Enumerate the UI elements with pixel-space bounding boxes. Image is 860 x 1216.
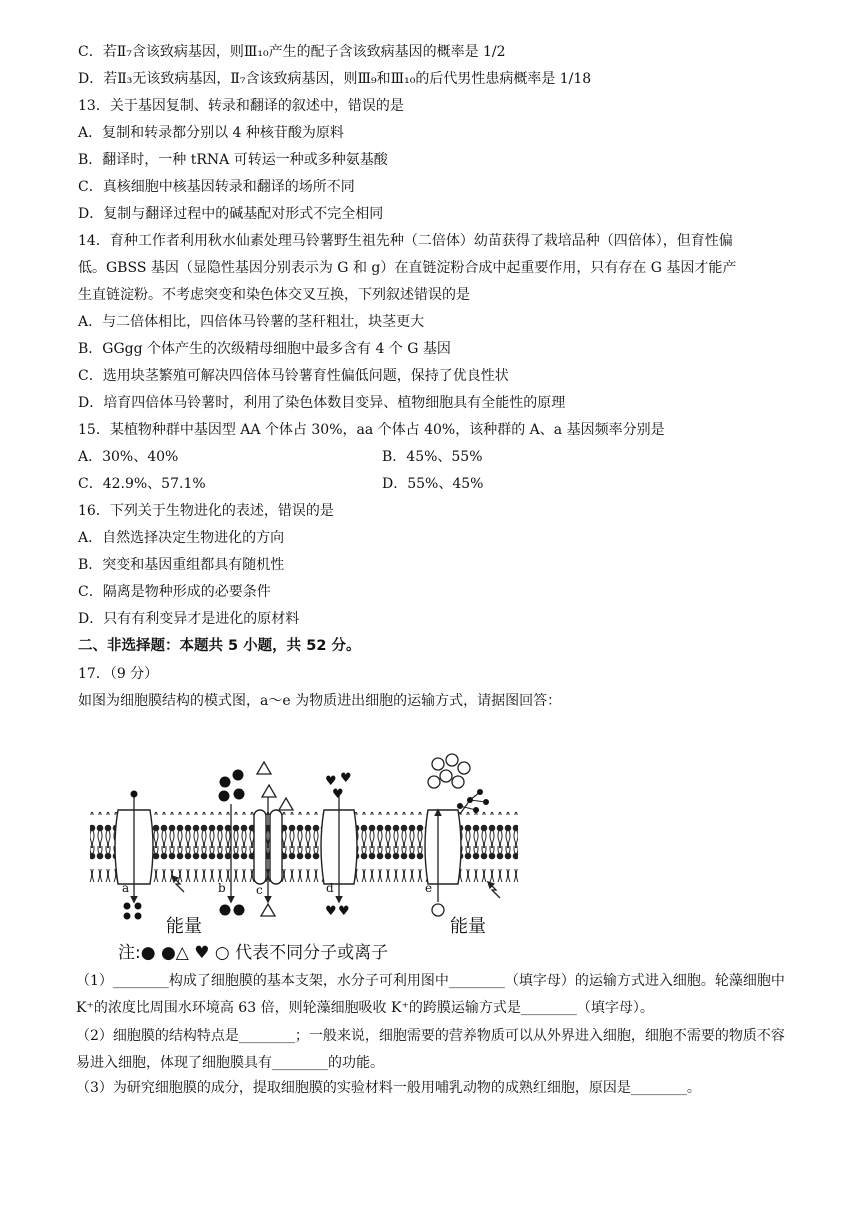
label-a: a bbox=[122, 881, 130, 895]
question-17-part2: （2）细胞膜的结构特点是________；一般来说，细胞需要的营养物质可以从外界进入细胞，细胞不需要的物质不容易进入细胞，体现了细胞膜具有________的功能。 bbox=[76, 1028, 785, 1071]
option-12c: C．若Ⅱ₇含该致病基因，则Ⅲ₁₀产生的配子含该致病基因的概率是 1/2 bbox=[78, 44, 506, 60]
label-e: e bbox=[425, 881, 433, 895]
question-17-part1: （1）________构成了细胞膜的基本支架，水分子可利用图中________（填字母）的运输方式进入细胞。轮藻细胞中 K⁺的浓度比周围水环境高 63 倍，则轮藻细胞吸收 K⁺的跨膜运输方式是________（填字母）。 bbox=[76, 973, 785, 1016]
option-16d: D．只有有利变异才是进化的原材料 bbox=[78, 611, 300, 627]
option-13a: A．复制和转录都分别以 4 种核苷酸为原料 bbox=[78, 125, 344, 141]
question-17-intro: 如图为细胞膜结构的模式图，a～e 为物质进出细胞的运输方式，请据图回答： bbox=[78, 693, 562, 709]
question-17: 17．（9 分） bbox=[78, 666, 159, 682]
label-d: d bbox=[326, 881, 334, 895]
cell-membrane-figure bbox=[88, 752, 520, 970]
option-12d: D．若Ⅱ₃无该致病基因，Ⅱ₇含该致病基因，则Ⅲ₉和Ⅲ₁₀的后代男性患病概率是 1/18 bbox=[78, 71, 592, 87]
svg-text:♥: ♥ bbox=[332, 787, 344, 802]
question-13: 13．关于基因复制、转录和翻译的叙述中，错误的是 bbox=[78, 98, 404, 114]
option-14a: A．与二倍体相比，四倍体马铃薯的茎秆粗壮，块茎更大 bbox=[78, 314, 425, 330]
question-15: 15．某植物种群中基因型 AA 个体占 30%，aa 个体占 40%，该种群的 A、a 基因频率分别是 bbox=[78, 422, 665, 438]
channel-protein-c-left bbox=[254, 810, 266, 884]
energy-bolt-right bbox=[488, 882, 500, 898]
option-15a-row bbox=[78, 447, 790, 467]
energy-label-right: 能量 bbox=[450, 916, 486, 937]
svg-text:♥: ♥ bbox=[325, 904, 337, 919]
question-17-part3: （3）为研究细胞膜的成分，提取细胞膜的实验材料一般用哺乳动物的成熟红细胞，原因是________。 bbox=[76, 1080, 701, 1096]
option-13d: D．复制与翻译过程中的碱基配对形式不完全相同 bbox=[78, 206, 384, 222]
option-16c: C．隔离是物种形成的必要条件 bbox=[78, 584, 271, 600]
option-13c: C．真核细胞中核基因转录和翻译的场所不同 bbox=[78, 179, 355, 195]
label-b: b bbox=[218, 881, 226, 895]
svg-text:♥: ♥ bbox=[338, 904, 350, 919]
option-15a: A．30%、40% bbox=[78, 449, 179, 465]
svg-text:♥: ♥ bbox=[325, 774, 337, 789]
question-16: 16．下列关于生物进化的表述，错误的是 bbox=[78, 503, 334, 519]
option-16a: A．自然选择决定生物进化的方向 bbox=[78, 530, 285, 546]
question-14-line2: 低。GBSS 基因（显隐性基因分别表示为 G 和 g）在直链淀粉合成中起重要作用，只有存在 G 基因才能产 bbox=[78, 260, 737, 276]
option-15c: C．42.9%、57.1% bbox=[78, 476, 206, 492]
section-2-heading: 二、非选择题：本题共 5 小题，共 52 分。 bbox=[78, 638, 361, 654]
question-14-line3: 生直链淀粉。不考虑突变和染色体交叉互换，下列叙述错误的是 bbox=[78, 287, 470, 303]
carrier-protein-e bbox=[425, 810, 461, 884]
cell-membrane-diagram bbox=[88, 752, 520, 970]
option-13b: B．翻译时，一种 tRNA 可转运一种或多种氨基酸 bbox=[78, 152, 388, 168]
option-15d: D．55%、45% bbox=[382, 476, 484, 492]
label-c: c bbox=[256, 883, 263, 897]
option-15c-row bbox=[78, 474, 790, 494]
option-14c: C．选用块茎繁殖可解决四倍体马铃薯育性偏低问题，保持了优良性状 bbox=[78, 368, 509, 384]
svg-text:♥: ♥ bbox=[340, 771, 352, 786]
figure-note: 注:● ●△ ♥ ○ 代表不同分子或离子 bbox=[118, 943, 389, 963]
energy-label-left: 能量 bbox=[166, 916, 202, 937]
option-14d: D．培育四倍体马铃薯时，利用了染色体数目变异、植物细胞具有全能性的原理 bbox=[78, 395, 566, 411]
option-16b: B．突变和基因重组都具有随机性 bbox=[78, 557, 285, 573]
option-15b: B．45%、55% bbox=[382, 449, 483, 465]
channel-protein-c-right bbox=[270, 810, 282, 884]
option-14b: B．GGgg 个体产生的次级精母细胞中最多含有 4 个 G 基因 bbox=[78, 341, 451, 357]
question-14-line1: 14．育种工作者利用秋水仙素处理马铃薯野生祖先种（二倍体）幼苗获得了栽培品种（四倍体），但育性偏 bbox=[78, 233, 733, 249]
